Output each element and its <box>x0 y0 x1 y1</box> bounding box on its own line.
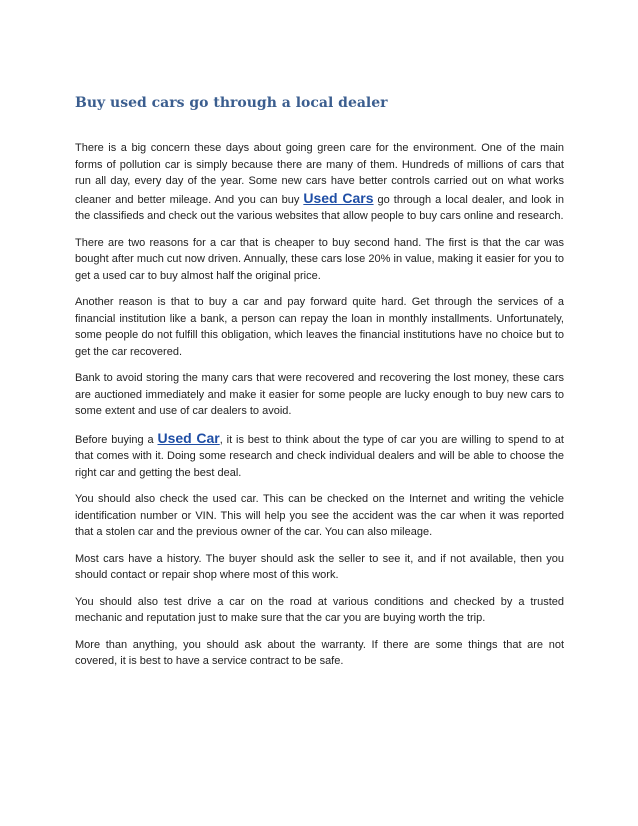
paragraph-5-text-after: , it is best to think about the type of car you are willing to spend to at that comes with it. Doing some research and check individual dealers and will be able to choose the right car and getting the best deal. <box>75 433 564 479</box>
paragraph-6: You should also check the used car. This can be checked on the Internet and writing the vehicle identification number or VIN. This will help you see the accident was the car when it was reported that a stolen car and the previous owner of the car. You can also mileage. <box>75 493 564 538</box>
paragraph-7: Most cars have a history. The buyer should ask the seller to see it, and if not available, then you should contact or repair shop where most of this work. <box>75 552 564 581</box>
paragraph-1 <box>75 140 564 225</box>
used-cars-link[interactable]: Used Cars <box>303 189 374 206</box>
paragraph-8: You should also test drive a car on the road at various conditions and checked by a trusted mechanic and reputation just to make sure that the car you are buying worth the trip. <box>75 595 564 624</box>
paragraph-1-text-after: go through a local dealer, and look in the classifieds and check out the various websites that allow people to buy cars online and research. <box>75 193 564 222</box>
page-title: Buy used cars go through a local dealer <box>75 95 388 111</box>
paragraph-9: More than anything, you should ask about the warranty. If there are some things that are not covered, it is best to have a service contract to be safe. <box>75 638 564 667</box>
paragraph-5-text-before: Before buying a <box>75 433 158 446</box>
paragraph-4: Bank to avoid storing the many cars that were recovered and recovering the lost money, these cars are auctioned immediately and make it easier for some people are lucky enough to buy new cars to some extent and use of car dealers to avoid. <box>75 372 564 417</box>
paragraph-1-text-before: There is a big concern these days about going green care for the environment. One of the main forms of pollution car is simply because there are many of them. Hundreds of millions of cars that run all day, every day of the year. Some new cars have better controls carried out on what works cleaner and better mileage. And you can buy <box>75 142 564 206</box>
paragraph-5 <box>75 430 564 482</box>
used-car-link[interactable]: Used Car <box>157 429 220 446</box>
paragraph-2: There are two reasons for a car that is cheaper to buy second hand. The first is that the car was bought after much cut now driven. Annually, these cars lose 20% in value, making it easier for you to get a used car to buy almost half the original price. <box>75 236 564 282</box>
document-page <box>75 94 564 680</box>
paragraph-3: Another reason is that to buy a car and pay forward quite hard. Get through the services of a financial institution like a bank, a person can repay the loan in monthly installments. Unfortunately, some people do not fulfill this obligation, which leaves the financial institutions have no choice but to get the car recovered. <box>75 296 564 358</box>
